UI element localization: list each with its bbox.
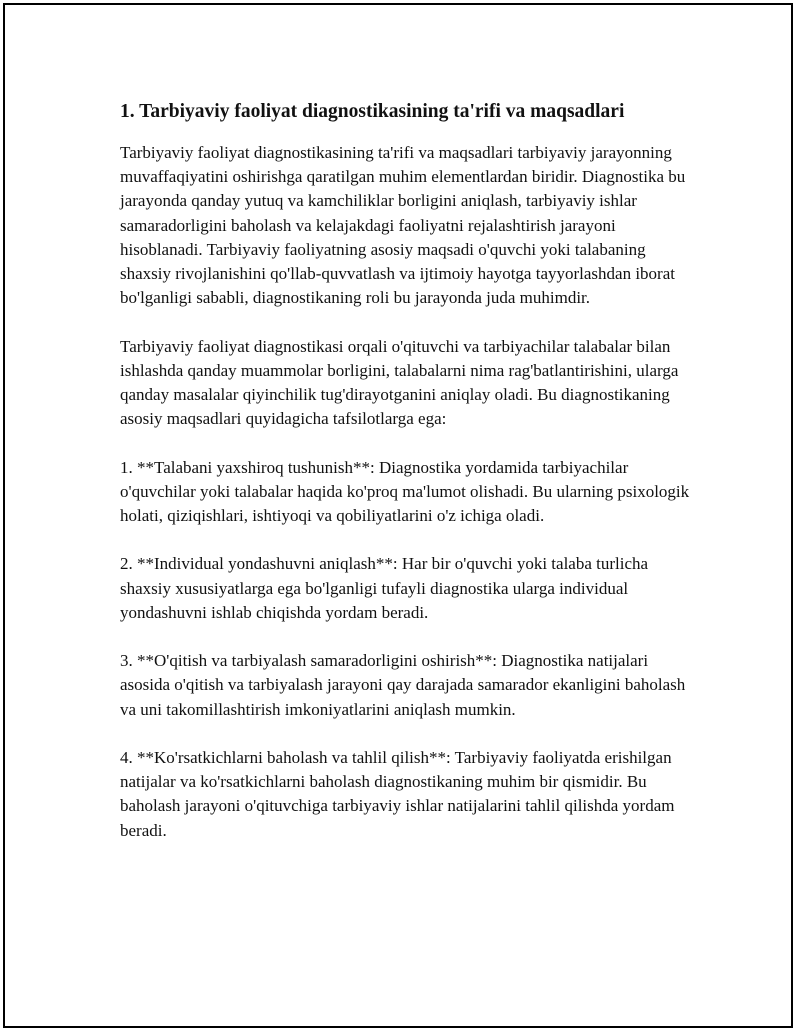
list-item-2: 2. **Individual yondashuvni aniqlash**: Har bir o'quvchi yoki talaba turlicha shaxsiy xususiyatlarga ega bo'lganligi tufayli diagnostika ularga individual yondashuvni ishlab chiqishda yordam beradi. <box>120 554 649 622</box>
list-item-3: 3. **O'qitish va tarbiyalash samaradorligini oshirish**: Diagnostika natijalari asosida o'qitish va tarbiyalash jarayoni qay darajada samarador ekanligini baholash va uni takomillashtirish imkoniyatlarini aniqlash mumkin. <box>120 651 686 719</box>
section-heading: 1. Tarbiyaviy faoliyat diagnostikasining ta'rifi va maqsadlari <box>120 101 625 122</box>
list-item-1: 1. **Talabani yaxshiroq tushunish**: Diagnostika yordamida tarbiyachilar o'quvchilar yoki talabalar haqida ko'proq ma'lumot olishadi. Bu ularning psixologik holati, qiziqishlari, ishtiyoqi va qobiliyatlarini o'z ichiga oladi. <box>120 457 690 526</box>
document-content <box>120 97 700 867</box>
paragraph-intro: Tarbiyaviy faoliyat diagnostikasining ta'rifi va maqsadlari tarbiyaviy jarayonning muvaffaqiyatini oshirishga qaratilgan muhim elementlardan biridir. Diagnostika bu jarayonda qanday yutuq va kamchiliklar borligini aniqlash, tarbiyaviy ishlar samaradorligini baholash va kelajakdagi faoliyatni rejalashtirish jarayoni hisoblanadi. Tarbiyaviy faoliyatning asosiy maqsadi o'quvchi yoki talabaning shaxsiy rivojlanishini qo'llab-quvvatlash va ijtimoiy hayotga tayyorlashdan iborat bo'lganligi sababli, diagnostikaning roli bu jarayonda juda muhimdir. <box>120 143 686 308</box>
document-page <box>3 3 793 1028</box>
paragraph-goals: Tarbiyaviy faoliyat diagnostikasi orqali o'qituvchi va tarbiyachilar talabalar bilan ishlashda qanday muammolar borligini, talabalarni nima rag'batlantirishini, ularga qanday masalalar qiyinchilik tug'dirayotganini aniqlay oladi. Bu diagnostikaning asosiy maqsadlari quyidagicha tafsilotlarga ega: <box>120 336 679 429</box>
list-item-4: 4. **Ko'rsatkichlarni baholash va tahlil qilish**: Tarbiyaviy faoliyatda erishilgan natijalar va ko'rsatkichlarni baholash diagnostikaning muhim bir qismidir. Bu baholash jarayoni o'qituvchiga tarbiyaviy ishlar natijalarini tahlil qilishda yordam beradi. <box>120 748 675 840</box>
